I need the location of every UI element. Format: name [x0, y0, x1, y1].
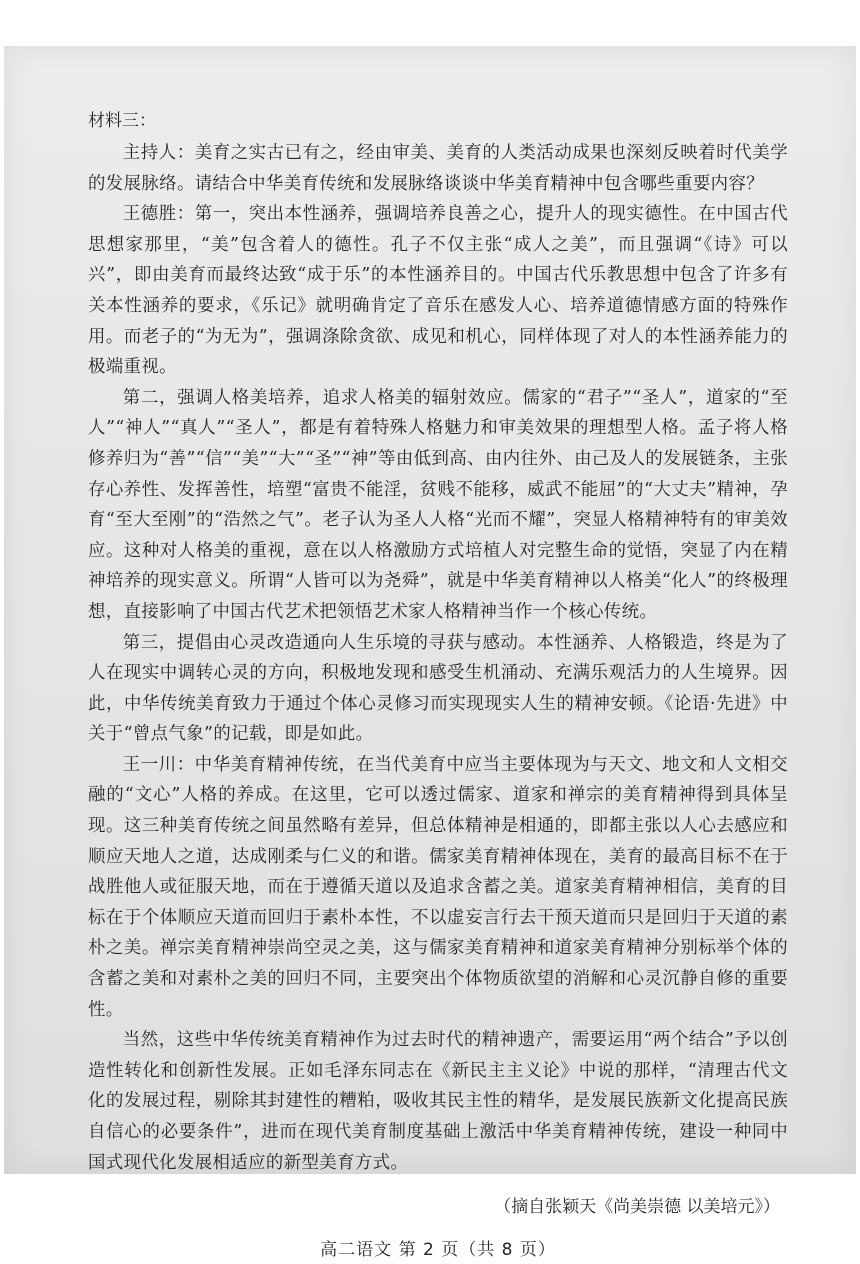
paragraph-second-point: 第二，强调人格美培养，追求人格美的辐射效应。儒家的“君子”“圣人”，道家的“至人”“神人”“真人”“圣人”，都是有着特殊人格魅力和审美效果的理想型人格。孟子将人格修养归为“善”“信”“美”“大”“圣”“神”等由低到高、由内往外、由己及人的发展链条，主张存心养性、发挥善性，培塑“富贵不能淫，贫贱不能移，威武不能屈”的“大丈夫”精神，孕育“至大至刚”的“浩然之气”。老子认为圣人人格“光而不耀”，突显人格精神特有的审美效应。这种对人格美的重视，意在以人格激励方式培植人对完整生命的觉悟，突显了内在精神培养的现实意义。所谓“人皆可以为尧舜”，就是中华美育精神以人格美“化人”的终极理想，直接影响了中国古代艺术把领悟艺术家人格精神当作一个核心传统。 [88, 387, 788, 622]
section-heading: 材料三： [88, 111, 156, 131]
paragraph-conclusion: 当然，这些中华传统美育精神作为过去时代的精神遗产，需要运用“两个结合”予以创造性转化和创新性发展。正如毛泽东同志在《新民主主义论》中说的那样，“清理古代文化的发展过程，剔除其封建性的糟粕，吸收其民主性的精华，是发展民族新文化提高民族自信心的必要条件”，进而在现代美育制度基础上激活中华美育精神传统，建设一种同中国式现代化发展相适应的新型美育方式。 [88, 1030, 788, 1173]
source-citation: （摘自张颖天《尚美崇德 以美培元》） [494, 1197, 780, 1218]
paragraph-wang-yichuan: 王一川：中华美育精神传统，在当代美育中应当主要体现为与天文、地文和人文相交融的“文心”人格的养成。在这里，它可以透过儒家、道家和禅宗的美育精神得到具体呈现。这三种美育传统之间虽然略有差异，但总体精神是相通的，即都主张以人心去感应和顺应天地人之道，达成刚柔与仁义的和谐。儒家美育精神体现在，美育的最高目标不在于战胜他人或征服天地，而在于遵循天道以及追求含蓄之美。道家美育精神相信，美育的目标在于个体顺应天道而回归于素朴本性，不以虚妄言行去干预天道而只是回归于天道的素朴之美。禅宗美育精神崇尚空灵之美，这与儒家美育精神和道家美育精神分别标举个体的含蓄之美和对素朴之美的回归不同，主要突出个体物质欲望的消解和心灵沉静自修的重要性。 [88, 754, 788, 1020]
paragraph-host-question: 主持人：美育之实古已有之，经由审美、美育的人类活动成果也深刻反映着时代美学的发展脉络。请结合中华美育传统和发展脉络谈谈中华美育精神中包含哪些重要内容？ [88, 143, 788, 194]
document-body [88, 106, 788, 1264]
paper-sheet [4, 46, 856, 1261]
paragraph-third-point: 第三，提倡由心灵改造通向人生乐境的寻获与感动。本性涵养、人格锻造，终是为了人在现实中调转心灵的方向，积极地发现和感受生机涌动、充满乐观活力的人生境界。因此，中华传统美育致力于通过个体心灵修习而实现现实人生的精神安顿。《论语·先进》中关于“曾点气象”的记载，即是如此。 [88, 632, 788, 745]
paragraph-wang-desheng-first: 王德胜：第一，突出本性涵养，强调培养良善之心，提升人的现实德性。在中国古代思想家那里，“美”包含着人的德性。孔子不仅主张“成人之美”，而且强调“《诗》可以兴”，即由美育而最终达致“成于乐”的本性涵养目的。中国古代乐教思想中包含了许多有关本性涵养的要求，《乐记》就明确肯定了音乐在感发人心、培养道德情感方面的特殊作用。而老子的“为无为”，强调涤除贪欲、成见和机心，同样体现了对人的本性涵养能力的极端重视。 [88, 204, 788, 378]
page-footer: 高二语文 第 2 页（共 8 页） [320, 1240, 556, 1261]
